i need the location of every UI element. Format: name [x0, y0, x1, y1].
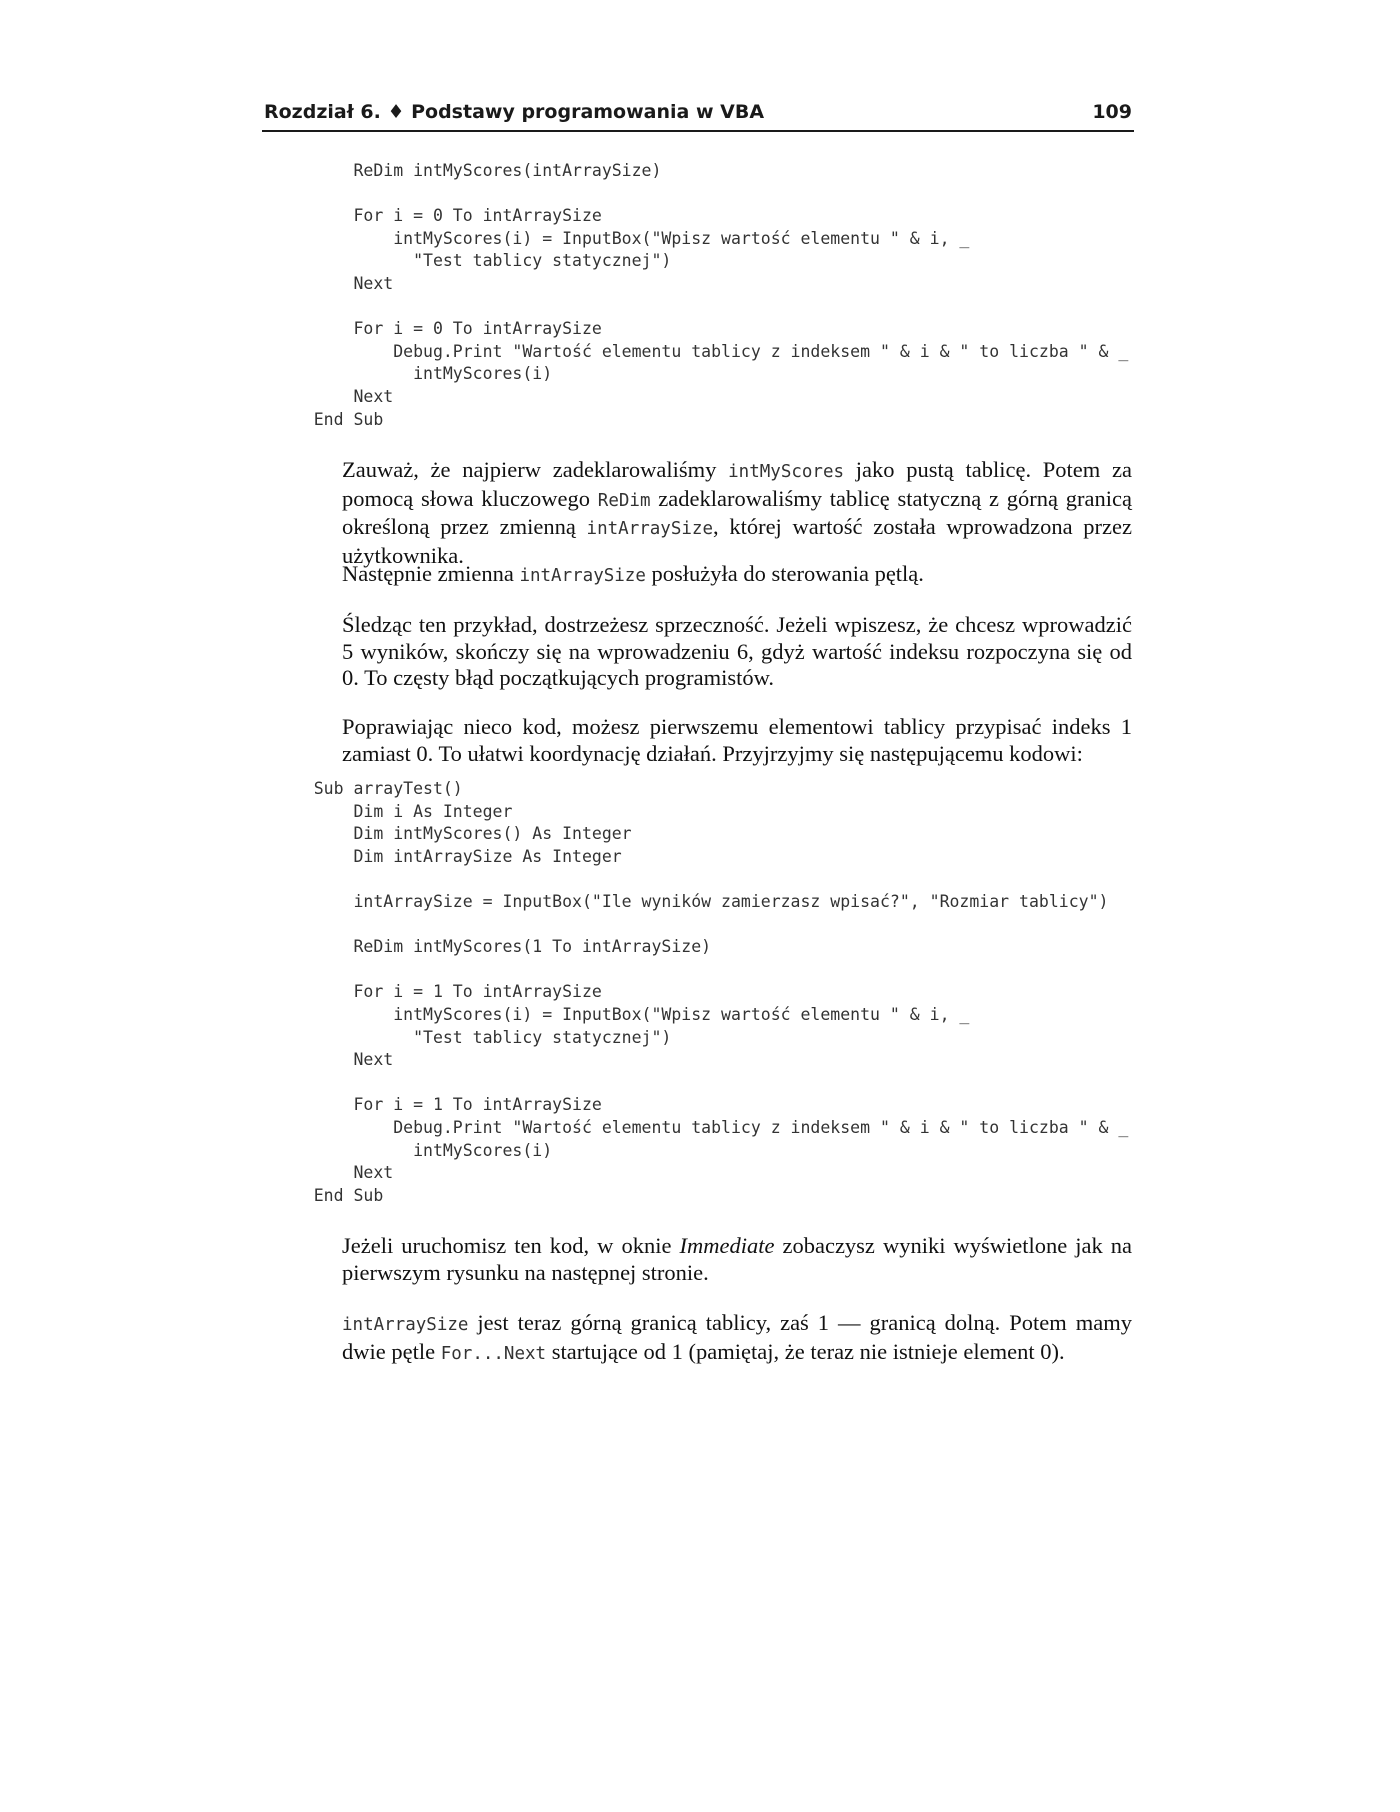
text-run: Zauważ, że najpierw zadeklarowaliśmy [342, 457, 729, 482]
inline-code: intArraySize [342, 1315, 469, 1335]
emphasis-immediate: Immediate [679, 1233, 775, 1258]
paragraph-bounds-summary [342, 1310, 1132, 1367]
paragraph-redim-explanation [342, 457, 1132, 569]
paragraph-index-one: Poprawiając nieco kod, możesz pierwszemu elementowi tablicy przypisać indeks 1 zamiast 0. To ułatwi koordynację działań. Przyjrzyjmy się następującemu kodowi: [342, 714, 1132, 766]
page-number: 109 [1092, 101, 1132, 123]
paragraph-loop-control [342, 561, 1132, 590]
inline-code: ReDim [597, 490, 651, 511]
text-run: Następnie zmienna [342, 561, 520, 586]
text-run: startujące od 1 (pamiętaj, że teraz nie istnieje element 0). [546, 1338, 1065, 1364]
paragraph-immediate-window [342, 1233, 1132, 1286]
code-listing-continued: ReDim intMyScores(intArraySize) For i = 0 To intArraySize intMyScores(i) = InputBox("Wpisz wartość elementu " & i, _ "Test tablicy statycznej") Next For i = 0 To intArraySize Debug.Print "Wartość elementu tablicy z indeksem " & i & " to liczba " & _ intMyScores(i) Next End Sub [313, 161, 1129, 429]
inline-code: For...Next [440, 1343, 547, 1364]
text-run: , której wartość została wprowadzona przez użytkownika. [342, 514, 1133, 568]
chapter-title: Rozdział 6. ♦ Podstawy programowania w VBA [264, 101, 765, 123]
paragraph-off-by-one: Śledząc ten przykład, dostrzeżesz sprzeczność. Jeżeli wpiszesz, że chcesz wprowadzić 5 wyników, skończy się na wprowadzeniu 6, gdyż wartość indeksu rozpoczyna się od 0. To częsty błąd początkujących programistów. [342, 612, 1132, 690]
text-run: zadeklarowaliśmy tablicę statyczną z górną granicą określoną przez zmienną [342, 485, 1132, 539]
text-run: jako pustą tablicę. Potem za pomocą słowa kluczowego [342, 457, 1133, 511]
inline-code: intArraySize [586, 519, 713, 539]
text-run: jest teraz górną granicą tablicy, zaś 1 — granicą dolną. Potem mamy dwie pętle [342, 1310, 1132, 1364]
text-run: Jeżeli uruchomisz ten kod, w oknie [342, 1233, 680, 1258]
text-run: zobaczysz wyniki wyświetlone jak na pierwszym rysunku na następnej stronie. [342, 1233, 1132, 1285]
running-header [262, 98, 1134, 132]
inline-code: intMyScores [728, 462, 845, 482]
code-listing-array-test: Sub arrayTest() Dim i As Integer Dim intMyScores() As Integer Dim intArraySize As Integer intArraySize = InputBox("Ile wyników zamierzasz wpisać?", "Rozmiar tablicy") ReDim intMyScores(1 To intArraySize) For i = 1 To intArraySize intMyScores(i) = InputBox("Wpisz wartość elementu " & i, _ "Test tablicy statycznej") Next For i = 1 To intArraySize Debug.Print "Wartość elementu tablicy z indeksem " & i & " to liczba " & _ intMyScores(i) Next End Sub [313, 779, 1129, 1205]
inline-code: intArraySize [519, 566, 646, 586]
text-run: posłużyła do sterowania pętlą. [645, 561, 924, 586]
